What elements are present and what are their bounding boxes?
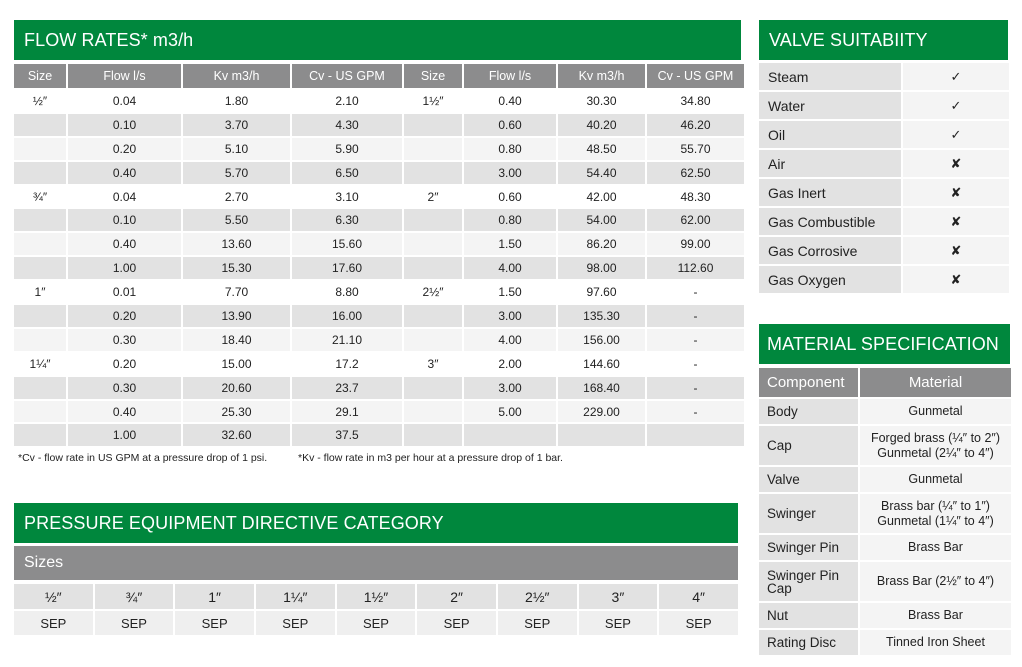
material-line: Tinned Iron Sheet (886, 635, 985, 649)
flow-row (14, 377, 744, 399)
flow-row (14, 257, 744, 279)
material-line: Gunmetal (908, 472, 963, 486)
flow-cell (14, 138, 66, 160)
flow-cell: 40.20 (558, 114, 645, 136)
flow-cell (14, 377, 66, 399)
flow-cell: 48.30 (647, 186, 744, 208)
flow-cell: 0.04 (68, 186, 181, 208)
flow-cell: 86.20 (558, 233, 645, 255)
flow-cell: 5.50 (183, 209, 290, 231)
flow-rates-table (12, 62, 746, 448)
valve-media-name: Gas Corrosive (759, 237, 901, 264)
ped-category-cell: SEP (498, 611, 577, 635)
flow-cell (14, 209, 66, 231)
material-value (860, 494, 1011, 533)
flow-cell (14, 401, 66, 423)
flow-cell: 99.00 (647, 233, 744, 255)
flow-cell: 2.00 (464, 353, 556, 375)
flow-cell (14, 257, 66, 279)
flow-cell: 2½″ (404, 281, 462, 303)
flow-cell: 144.60 (558, 353, 645, 375)
material-value (860, 630, 1011, 655)
flow-cell: 4.30 (292, 114, 402, 136)
flow-cell: 6.30 (292, 209, 402, 231)
flow-cell: 32.60 (183, 424, 290, 446)
flow-cell: 4.00 (464, 257, 556, 279)
ped-category-cell: SEP (256, 611, 335, 635)
material-component: Cap (759, 426, 858, 465)
flow-row (14, 209, 744, 231)
valve-row (759, 92, 1009, 119)
ped-category-cell: SEP (14, 611, 93, 635)
flow-row (14, 329, 744, 351)
ped-size-row (14, 584, 738, 609)
flow-cell: 112.60 (647, 257, 744, 279)
flow-cell: 34.80 (647, 90, 744, 112)
ped-size-cell: 3″ (579, 584, 658, 609)
flow-row (14, 305, 744, 327)
flow-cell: 2″ (404, 186, 462, 208)
check-icon: ✓ (903, 121, 1009, 148)
flow-cell: 98.00 (558, 257, 645, 279)
ped-size-cell: 2½″ (498, 584, 577, 609)
valve-media-name: Air (759, 150, 901, 177)
flow-cell: 0.01 (68, 281, 181, 303)
footnote-cv: *Cv - flow rate in US GPM at a pressure drop of 1 psi. (18, 452, 268, 464)
flow-cell: 30.30 (558, 90, 645, 112)
flow-row (14, 424, 744, 446)
flow-cell: - (647, 305, 744, 327)
flow-cell: 13.60 (183, 233, 290, 255)
flow-cell: 17.60 (292, 257, 402, 279)
ped-size-cell: 2″ (417, 584, 496, 609)
header-flow: Flow l/s (68, 64, 181, 88)
cross-icon: ✘ (903, 150, 1009, 177)
ped-category-row (14, 611, 738, 635)
flow-row (14, 353, 744, 375)
flow-cell: 15.30 (183, 257, 290, 279)
flow-cell: 37.5 (292, 424, 402, 446)
ped-size-cell: ¾″ (95, 584, 174, 609)
valve-row (759, 208, 1009, 235)
ped-size-cell: 4″ (659, 584, 738, 609)
valve-suitability-table (757, 61, 1011, 295)
header-size-2: Size (404, 64, 462, 88)
flow-cell (404, 401, 462, 423)
header-cv-2: Cv - US GPM (647, 64, 744, 88)
header-kv: Kv m3/h (183, 64, 290, 88)
material-row (759, 630, 1011, 655)
flow-row (14, 186, 744, 208)
material-line: Gunmetal (1¼″ to 4″) (877, 513, 994, 528)
ped-category-cell: SEP (337, 611, 416, 635)
flow-cell: 97.60 (558, 281, 645, 303)
flow-cell: 8.80 (292, 281, 402, 303)
flow-cell (464, 424, 556, 446)
flow-cell: 0.40 (68, 233, 181, 255)
valve-row (759, 150, 1009, 177)
ped-table (12, 582, 740, 637)
flow-cell: 18.40 (183, 329, 290, 351)
valve-media-name: Steam (759, 63, 901, 90)
flow-cell: 1″ (14, 281, 66, 303)
material-line: Brass Bar (2½″ to 4″) (876, 574, 995, 588)
flow-cell: 156.00 (558, 329, 645, 351)
flow-cell: - (647, 401, 744, 423)
header-flow-2: Flow l/s (464, 64, 556, 88)
flow-cell: 5.10 (183, 138, 290, 160)
flow-cell (404, 257, 462, 279)
flow-cell: ½″ (14, 90, 66, 112)
flow-cell: 0.30 (68, 329, 181, 351)
check-icon: ✓ (903, 92, 1009, 119)
flow-cell: 3.10 (292, 186, 402, 208)
flow-cell: 54.00 (558, 209, 645, 231)
flow-cell: 0.30 (68, 377, 181, 399)
material-component: Swinger Pin Cap (759, 562, 858, 601)
material-line: Gunmetal (908, 404, 963, 418)
valve-row (759, 237, 1009, 264)
flow-cell: 7.70 (183, 281, 290, 303)
flow-cell: 3.00 (464, 305, 556, 327)
flow-cell: 229.00 (558, 401, 645, 423)
flow-cell: 17.2 (292, 353, 402, 375)
valve-media-name: Oil (759, 121, 901, 148)
flow-cell: 15.00 (183, 353, 290, 375)
flow-cell: 29.1 (292, 401, 402, 423)
flow-cell (404, 424, 462, 446)
header-kv-2: Kv m3/h (558, 64, 645, 88)
valve-media-name: Gas Combustible (759, 208, 901, 235)
flow-cell: 5.90 (292, 138, 402, 160)
flow-cell: 0.80 (464, 138, 556, 160)
flow-cell (404, 209, 462, 231)
valve-row (759, 266, 1009, 293)
flow-cell: 0.80 (464, 209, 556, 231)
flow-cell: 0.10 (68, 209, 181, 231)
material-value (860, 535, 1011, 560)
cross-icon: ✘ (903, 208, 1009, 235)
valve-suitability-title: VALVE SUITABIITY (759, 20, 1008, 60)
material-value (860, 562, 1011, 601)
flow-cell: 3.00 (464, 377, 556, 399)
flow-cell (14, 305, 66, 327)
material-spec-table (757, 366, 1013, 657)
flow-cell: 46.20 (647, 114, 744, 136)
valve-media-name: Gas Inert (759, 179, 901, 206)
flow-cell: 3″ (404, 353, 462, 375)
flow-cell: 62.50 (647, 162, 744, 184)
flow-cell (404, 305, 462, 327)
flow-row (14, 401, 744, 423)
flow-cell (404, 233, 462, 255)
flow-row (14, 281, 744, 303)
header-material: Material (860, 368, 1011, 397)
ped-size-cell: ½″ (14, 584, 93, 609)
valve-row (759, 63, 1009, 90)
valve-media-name: Water (759, 92, 901, 119)
flow-cell: - (647, 377, 744, 399)
material-line: Brass Bar (908, 540, 963, 554)
flow-cell: 1.50 (464, 281, 556, 303)
header-cv: Cv - US GPM (292, 64, 402, 88)
flow-cell (14, 162, 66, 184)
material-component: Swinger (759, 494, 858, 533)
cross-icon: ✘ (903, 266, 1009, 293)
flow-header-row (14, 64, 744, 88)
flow-cell (14, 114, 66, 136)
flow-cell: 135.30 (558, 305, 645, 327)
flow-cell: 0.40 (68, 401, 181, 423)
flow-cell: 62.00 (647, 209, 744, 231)
flow-cell: 13.90 (183, 305, 290, 327)
material-component: Rating Disc (759, 630, 858, 655)
material-row (759, 426, 1011, 465)
flow-cell: 0.10 (68, 114, 181, 136)
flow-cell: 1.80 (183, 90, 290, 112)
ped-category-cell: SEP (175, 611, 254, 635)
material-value (860, 426, 1011, 465)
flow-cell (14, 329, 66, 351)
flow-cell: 0.60 (464, 186, 556, 208)
flow-cell: 25.30 (183, 401, 290, 423)
material-component: Nut (759, 603, 858, 628)
flow-cell: 0.40 (464, 90, 556, 112)
header-component: Component (759, 368, 858, 397)
ped-size-cell: 1″ (175, 584, 254, 609)
flow-cell: 54.40 (558, 162, 645, 184)
cross-icon: ✘ (903, 237, 1009, 264)
material-line: Forged brass (¼″ to 2″) (870, 430, 1001, 445)
flow-cell: 42.00 (558, 186, 645, 208)
flow-cell: - (647, 281, 744, 303)
material-row (759, 562, 1011, 601)
valve-media-name: Gas Oxygen (759, 266, 901, 293)
flow-cell: 21.10 (292, 329, 402, 351)
flow-cell: 23.7 (292, 377, 402, 399)
footnote-kv: *Kv - flow rate in m3 per hour at a pressure drop of 1 bar. (298, 452, 563, 464)
flow-cell: 2.10 (292, 90, 402, 112)
flow-cell (404, 377, 462, 399)
ped-category-cell: SEP (95, 611, 174, 635)
flow-cell: 0.20 (68, 138, 181, 160)
flow-row (14, 90, 744, 112)
ped-category-cell: SEP (659, 611, 738, 635)
check-icon: ✓ (903, 63, 1009, 90)
flow-row (14, 162, 744, 184)
material-value (860, 603, 1011, 628)
flow-cell: 48.50 (558, 138, 645, 160)
flow-cell: ¾″ (14, 186, 66, 208)
flow-cell: 5.00 (464, 401, 556, 423)
ped-category-cell: SEP (417, 611, 496, 635)
material-row (759, 467, 1011, 492)
header-size: Size (14, 64, 66, 88)
flow-cell: 15.60 (292, 233, 402, 255)
flow-rates-title: FLOW RATES* m3/h (14, 20, 741, 60)
flow-cell: 0.20 (68, 305, 181, 327)
flow-cell (14, 233, 66, 255)
material-line: Brass bar (¼″ to 1″) (881, 498, 990, 513)
valve-row (759, 121, 1009, 148)
flow-cell: 0.60 (464, 114, 556, 136)
flow-cell: 16.00 (292, 305, 402, 327)
ped-sizes-label: Sizes (14, 546, 738, 580)
flow-cell: - (647, 353, 744, 375)
flow-row (14, 114, 744, 136)
material-row (759, 603, 1011, 628)
material-component: Body (759, 399, 858, 424)
cross-icon: ✘ (903, 179, 1009, 206)
flow-cell: 168.40 (558, 377, 645, 399)
material-spec-title: MATERIAL SPECIFICATION (759, 324, 1010, 364)
material-component: Swinger Pin (759, 535, 858, 560)
flow-cell (647, 424, 744, 446)
flow-cell (404, 138, 462, 160)
material-line: Gunmetal (2¼″ to 4″) (877, 445, 994, 460)
material-line: Brass Bar (908, 608, 963, 622)
flow-cell: 1¼″ (14, 353, 66, 375)
material-component: Valve (759, 467, 858, 492)
material-row (759, 399, 1011, 424)
flow-cell (404, 162, 462, 184)
material-row (759, 494, 1011, 533)
flow-cell (404, 114, 462, 136)
material-value (860, 467, 1011, 492)
flow-cell: 3.70 (183, 114, 290, 136)
flow-cell (404, 329, 462, 351)
flow-cell: 20.60 (183, 377, 290, 399)
flow-cell: 55.70 (647, 138, 744, 160)
flow-cell: 1.50 (464, 233, 556, 255)
flow-cell: - (647, 329, 744, 351)
flow-cell: 2.70 (183, 186, 290, 208)
ped-size-cell: 1½″ (337, 584, 416, 609)
ped-size-cell: 1¼″ (256, 584, 335, 609)
ped-category-cell: SEP (579, 611, 658, 635)
material-header-row (759, 368, 1011, 397)
material-value (860, 399, 1011, 424)
flow-cell: 1.00 (68, 257, 181, 279)
flow-cell: 0.40 (68, 162, 181, 184)
flow-cell: 6.50 (292, 162, 402, 184)
flow-row (14, 138, 744, 160)
ped-title: PRESSURE EQUIPMENT DIRECTIVE CATEGORY (14, 503, 738, 543)
flow-cell: 1½″ (404, 90, 462, 112)
flow-cell (14, 424, 66, 446)
material-row (759, 535, 1011, 560)
flow-cell: 0.04 (68, 90, 181, 112)
valve-row (759, 179, 1009, 206)
flow-cell: 1.00 (68, 424, 181, 446)
flow-cell: 5.70 (183, 162, 290, 184)
flow-cell (558, 424, 645, 446)
flow-cell: 3.00 (464, 162, 556, 184)
flow-cell: 0.20 (68, 353, 181, 375)
flow-row (14, 233, 744, 255)
flow-cell: 4.00 (464, 329, 556, 351)
